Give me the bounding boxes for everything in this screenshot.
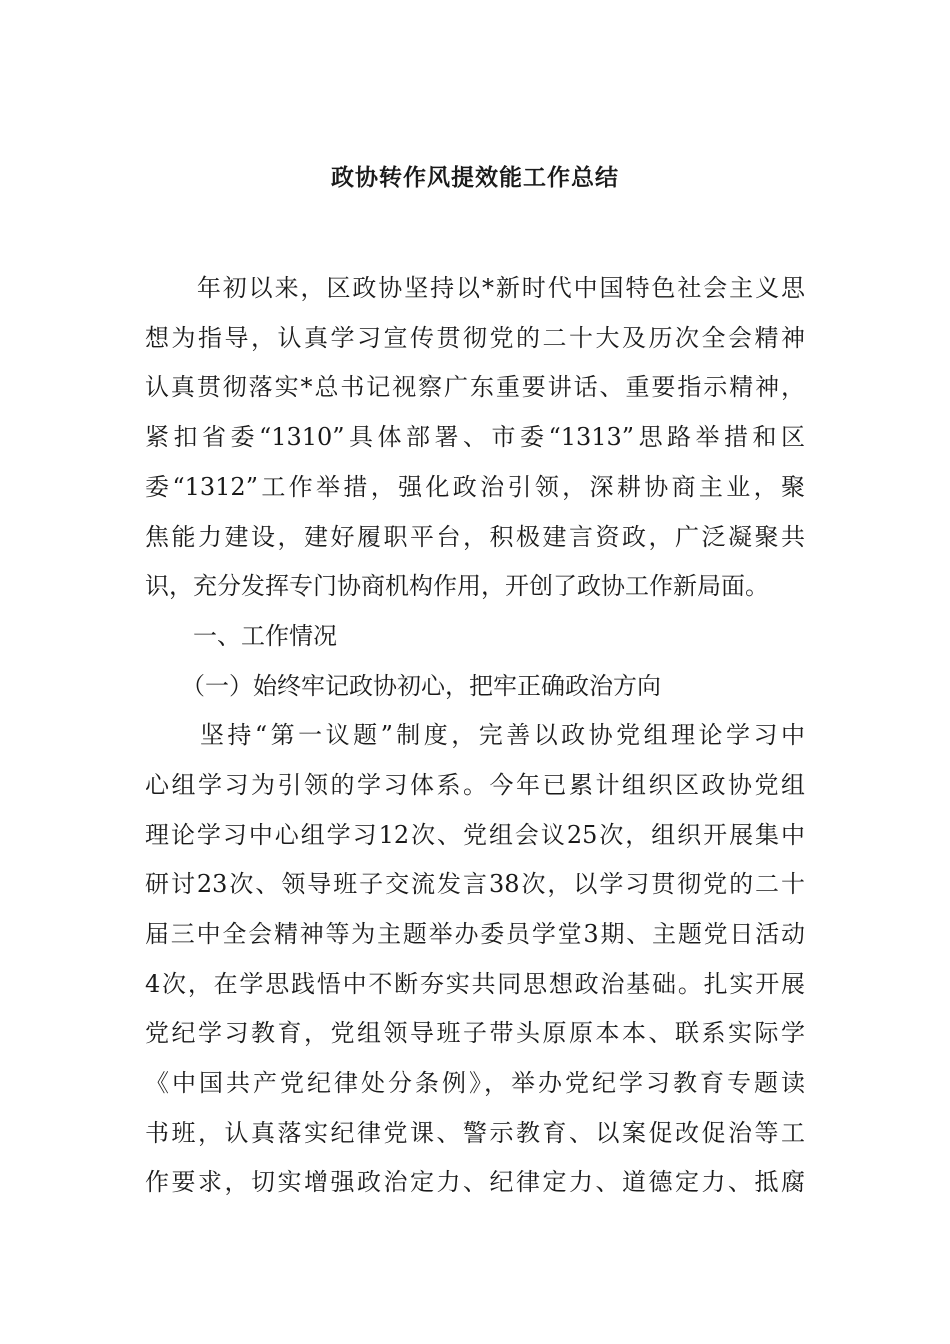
- paragraph-line: 作要求，切实增强政治定力、纪律定力、道德定力、抵腐: [145, 1168, 805, 1196]
- paragraph-line: 党纪学习教育，党组领导班子带头原原本本、联系实际学: [145, 1019, 805, 1047]
- paragraph-line: 紧扣省委“1310”具体部署、市委“1313”思路举措和区: [145, 423, 805, 451]
- paragraph-line: 想为指导，认真学习宣传贯彻党的二十大及历次全会精神: [145, 324, 805, 352]
- paragraph-line: 认真贯彻落实*总书记视察广东重要讲话、重要指示精神，: [145, 373, 805, 401]
- document-title: 政协转作风提效能工作总结: [331, 164, 619, 191]
- paragraph-line: 年初以来，区政协坚持以*新时代中国特色社会主义思: [145, 274, 805, 302]
- paragraph-line: 焦能力建设，建好履职平台，积极建言资政，广泛凝聚共: [145, 523, 805, 551]
- paragraph-line: 届三中全会精神等为主题举办委员学堂3期、主题党日活动: [145, 920, 805, 948]
- paragraph-line: 心组学习为引领的学习体系。今年已累计组织区政协党组: [145, 771, 805, 799]
- paragraph-line: 研讨23次、领导班子交流发言38次，以学习贯彻党的二十: [145, 870, 805, 898]
- paragraph-line: 理论学习中心组学习12次、党组会议25次，组织开展集中: [145, 821, 805, 849]
- subsection-heading: （一）始终牢记政协初心，把牢正确政治方向: [145, 672, 661, 700]
- paragraph-line: 识，充分发挥专门协商机构作用，开创了政协工作新局面。: [145, 572, 769, 600]
- paragraph-line: 《中国共产党纪律处分条例》，举办党纪学习教育专题读: [145, 1069, 805, 1097]
- paragraph-line: 书班，认真落实纪律党课、警示教育、以案促改促治等工: [145, 1119, 805, 1147]
- paragraph-line: 委“1312”工作举措，强化政治引领，深耕协商主业，聚: [145, 473, 805, 501]
- section-heading: 一、工作情况: [145, 622, 337, 650]
- paragraph-line: 4次，在学思践悟中不断夯实共同思想政治基础。扎实开展: [145, 970, 805, 998]
- paragraph-line: 坚持“第一议题”制度，完善以政协党组理论学习中: [145, 721, 805, 749]
